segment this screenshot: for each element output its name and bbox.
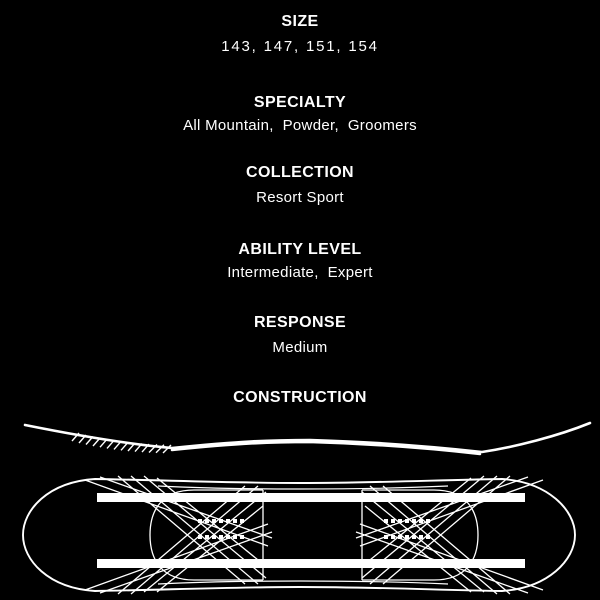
- collection-label: COLLECTION: [246, 164, 354, 181]
- camber-profile-line: [25, 423, 590, 452]
- size-label: SIZE: [281, 13, 319, 30]
- specialty-value: All Mountain, Powder, Groomers: [183, 117, 417, 134]
- collection-value: Resort Sport: [256, 189, 344, 206]
- bottom-inner-edge-line: [158, 581, 448, 584]
- construction-label: CONSTRUCTION: [233, 389, 367, 406]
- reinforcement-bar-bottom: [97, 559, 525, 568]
- reinforcement-bar-top: [97, 493, 525, 502]
- top-inner-edge-line: [158, 486, 448, 489]
- construction-diagram: [0, 412, 600, 600]
- board-side-profile: [25, 423, 590, 454]
- specialty-label: SPECIALTY: [253, 94, 347, 111]
- ability-level-value: Intermediate, Expert: [227, 264, 373, 281]
- size-value: 143, 147, 151, 154: [221, 38, 379, 55]
- response-value: Medium: [272, 339, 328, 356]
- response-label: RESPONSE: [253, 314, 347, 331]
- board-top-view: [23, 476, 575, 594]
- ability-level-label: ABILITY LEVEL: [238, 241, 362, 258]
